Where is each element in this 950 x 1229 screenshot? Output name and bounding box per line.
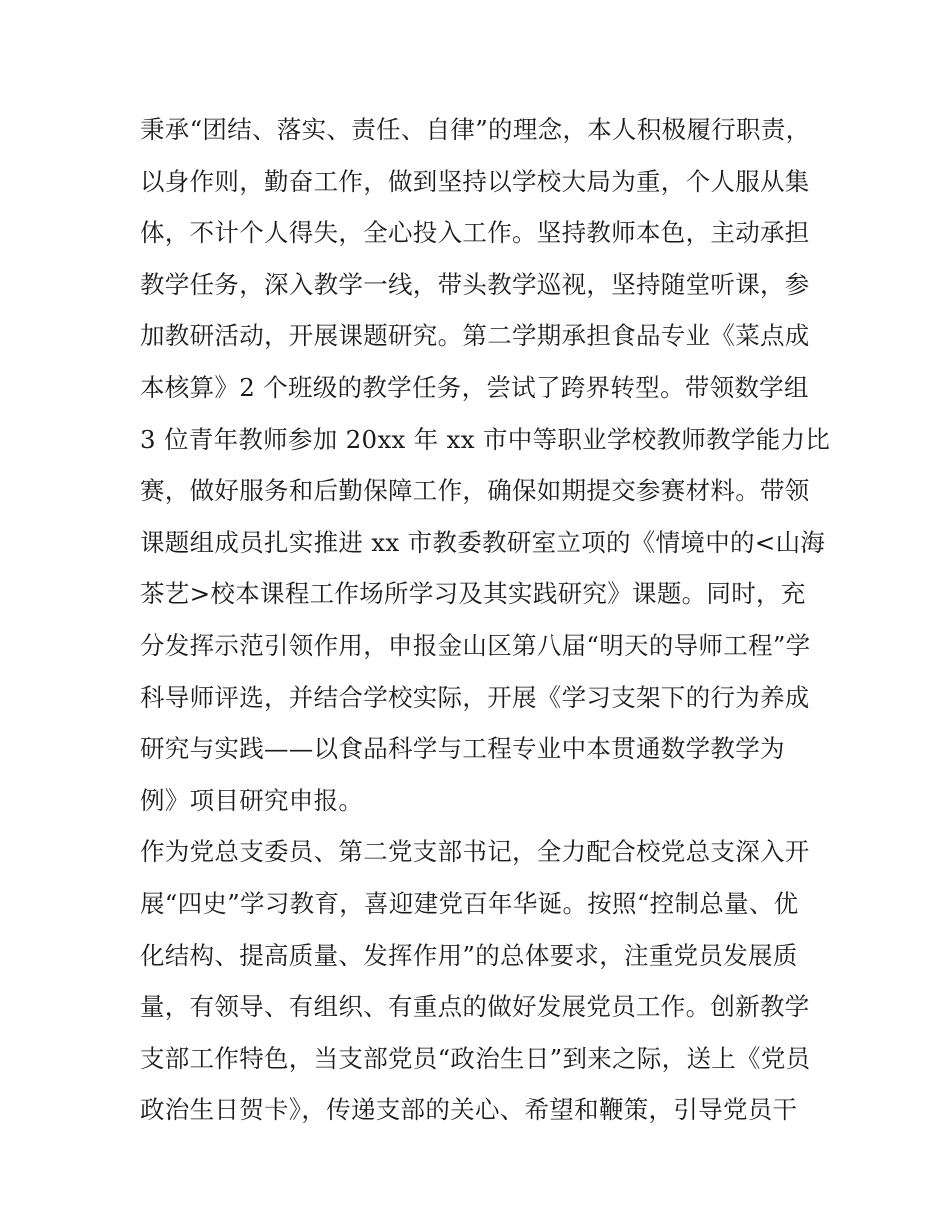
paragraph-1 [140, 104, 831, 826]
text-line: 赛，做好服务和后勤保障工作，确保如期提交参赛材料。带领 [140, 476, 810, 506]
text-line: 政治生日贺卡》，传递支部的关心、希望和鞭策，引导党员干 [140, 1095, 798, 1125]
text-line: 化结构、提高质量、发挥作用”的总体要求，注重党员发展质 [140, 940, 798, 970]
text-line: 体，不计个人得失，全心投入工作。坚持教师本色，主动承担 [140, 218, 810, 248]
paragraph-2 [140, 826, 820, 1136]
text-line: 研究与实践——以食品科学与工程专业中本贯通数学教学为 [140, 734, 785, 764]
text-line: 科导师评选，并结合学校实际，开展《学习支架下的行为养成 [140, 682, 810, 712]
text-line: 课题组成员扎实推进 xx 市教委教研室立项的《情境中的<山海 [140, 527, 826, 557]
text-line: 茶艺>校本课程工作场所学习及其实践研究》课题。同时，充 [140, 579, 806, 609]
text-line: 3 位青年教师参加 20xx 年 xx 市中等职业学校教师教学能力比 [140, 424, 831, 454]
text-line: 教学任务，深入教学一线，带头教学巡视，坚持随堂听课，参 [140, 269, 810, 299]
text-line: 分发挥示范引领作用，申报金山区第八届“明天的导师工程”学 [140, 630, 811, 660]
text-line: 支部工作特色，当支部党员“政治生日”到来之际，送上《党员 [140, 1043, 811, 1073]
text-line: 本核算》2 个班级的教学任务，尝试了跨界转型。带领数学组 [140, 372, 809, 402]
text-line: 以身作则，勤奋工作，做到坚持以学校大局为重，个人服从集 [140, 166, 810, 196]
text-line: 展“四史”学习教育，喜迎建党百年华诞。按照“控制总量、优 [140, 888, 799, 918]
text-line: 加教研活动，开展课题研究。第二学期承担食品专业《菜点成 [140, 321, 810, 351]
text-line: 例》项目研究申报。 [140, 785, 364, 815]
body-text [140, 104, 831, 1136]
text-line: 秉承“团结、落实、责任、自律”的理念，本人积极履行职责， [140, 115, 811, 144]
text-line: 量，有领导、有组织、有重点的做好发展党员工作。创新教学 [140, 992, 810, 1022]
text-line: 作为党总支委员、第二党支部书记，全力配合校党总支深入开 [140, 837, 810, 867]
